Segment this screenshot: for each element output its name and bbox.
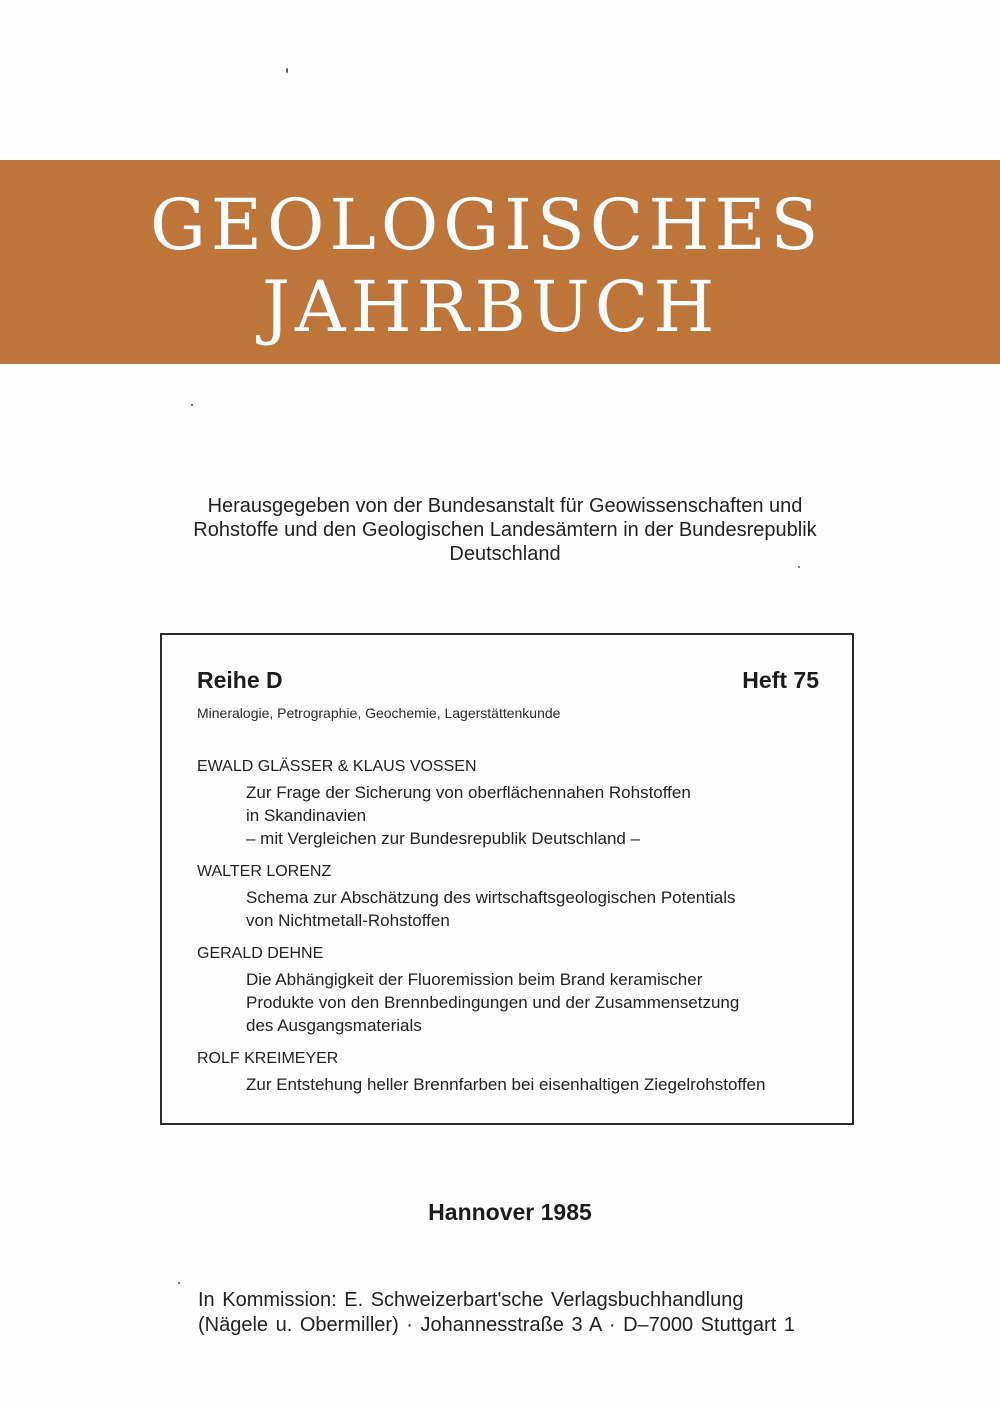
journal-title-line-1: GEOLOGISCHES [150,184,824,266]
entry-title-line: Zur Frage der Sicherung von oberflächennahen Rohstoffen [246,783,691,802]
scan-speck [191,404,193,406]
publisher-statement [150,494,860,566]
contents-entry [197,944,837,1037]
entry-title-line: Die Abhängigkeit der Fluoremission beim Brand keramischer [246,970,703,989]
entry-title [246,781,837,850]
entry-title-line: Schema zur Abschätzung des wirtschaftsgeologischen Potentials [246,888,736,907]
publisher-line: Herausgegeben von der Bundesanstalt für Geowissenschaften und [207,495,803,517]
commission-line: In Kommission: E. Schweizerbart'sche Verlagsbuchhandlung [198,1289,744,1311]
entry-title-line: Zur Entstehung heller Brennfarben bei eisenhaltigen Ziegelrohstoffen [246,1075,766,1094]
entry-title-line: Produkte von den Brennbedingungen und der Zusammensetzung [246,993,740,1012]
entry-title-line: in Skandinavien [246,806,367,825]
contents-entry [197,757,837,850]
place-and-year: Hannover 1985 [428,1199,592,1225]
contents-entry [197,1049,837,1096]
contents-box [160,633,854,1125]
scan-speck [178,1282,180,1284]
entry-author: WALTER LORENZ [197,863,332,880]
commission-imprint [198,1288,795,1338]
journal-title-line-2: JAHRBUCH [262,266,720,348]
entry-title-line: – mit Vergleichen zur Bundesrepublik Deutschland – [246,829,641,848]
entry-title-line: von Nichtmetall-Rohstoffen [246,911,450,930]
scan-speck [286,68,288,73]
entry-title [246,1073,837,1096]
contents-entry [197,862,837,932]
issue-number: Heft 75 [742,667,819,693]
publisher-line: Rohstoffe und den Geologischen Landesämtern in der Bundesrepublik [193,519,817,541]
scan-speck [798,566,800,568]
series-subtitle: Mineralogie, Petrographie, Geochemie, Lagerstättenkunde [197,705,561,721]
publisher-line: Deutschland [449,543,561,565]
entry-author: GERALD DEHNE [197,945,324,962]
contents-list [197,757,837,1108]
commission-line: (Nägele u. Obermiller) · Johannesstraße 3 A · D–7000 Stuttgart 1 [198,1314,795,1336]
entry-author: EWALD GLÄSSER & KLAUS VOSSEN [197,758,477,775]
series-label: Reihe D [197,667,283,693]
entry-author: ROLF KREIMEYER [197,1050,339,1067]
entry-title [246,968,837,1037]
entry-title-line: des Ausgangsmaterials [246,1016,422,1035]
entry-title [246,886,837,932]
